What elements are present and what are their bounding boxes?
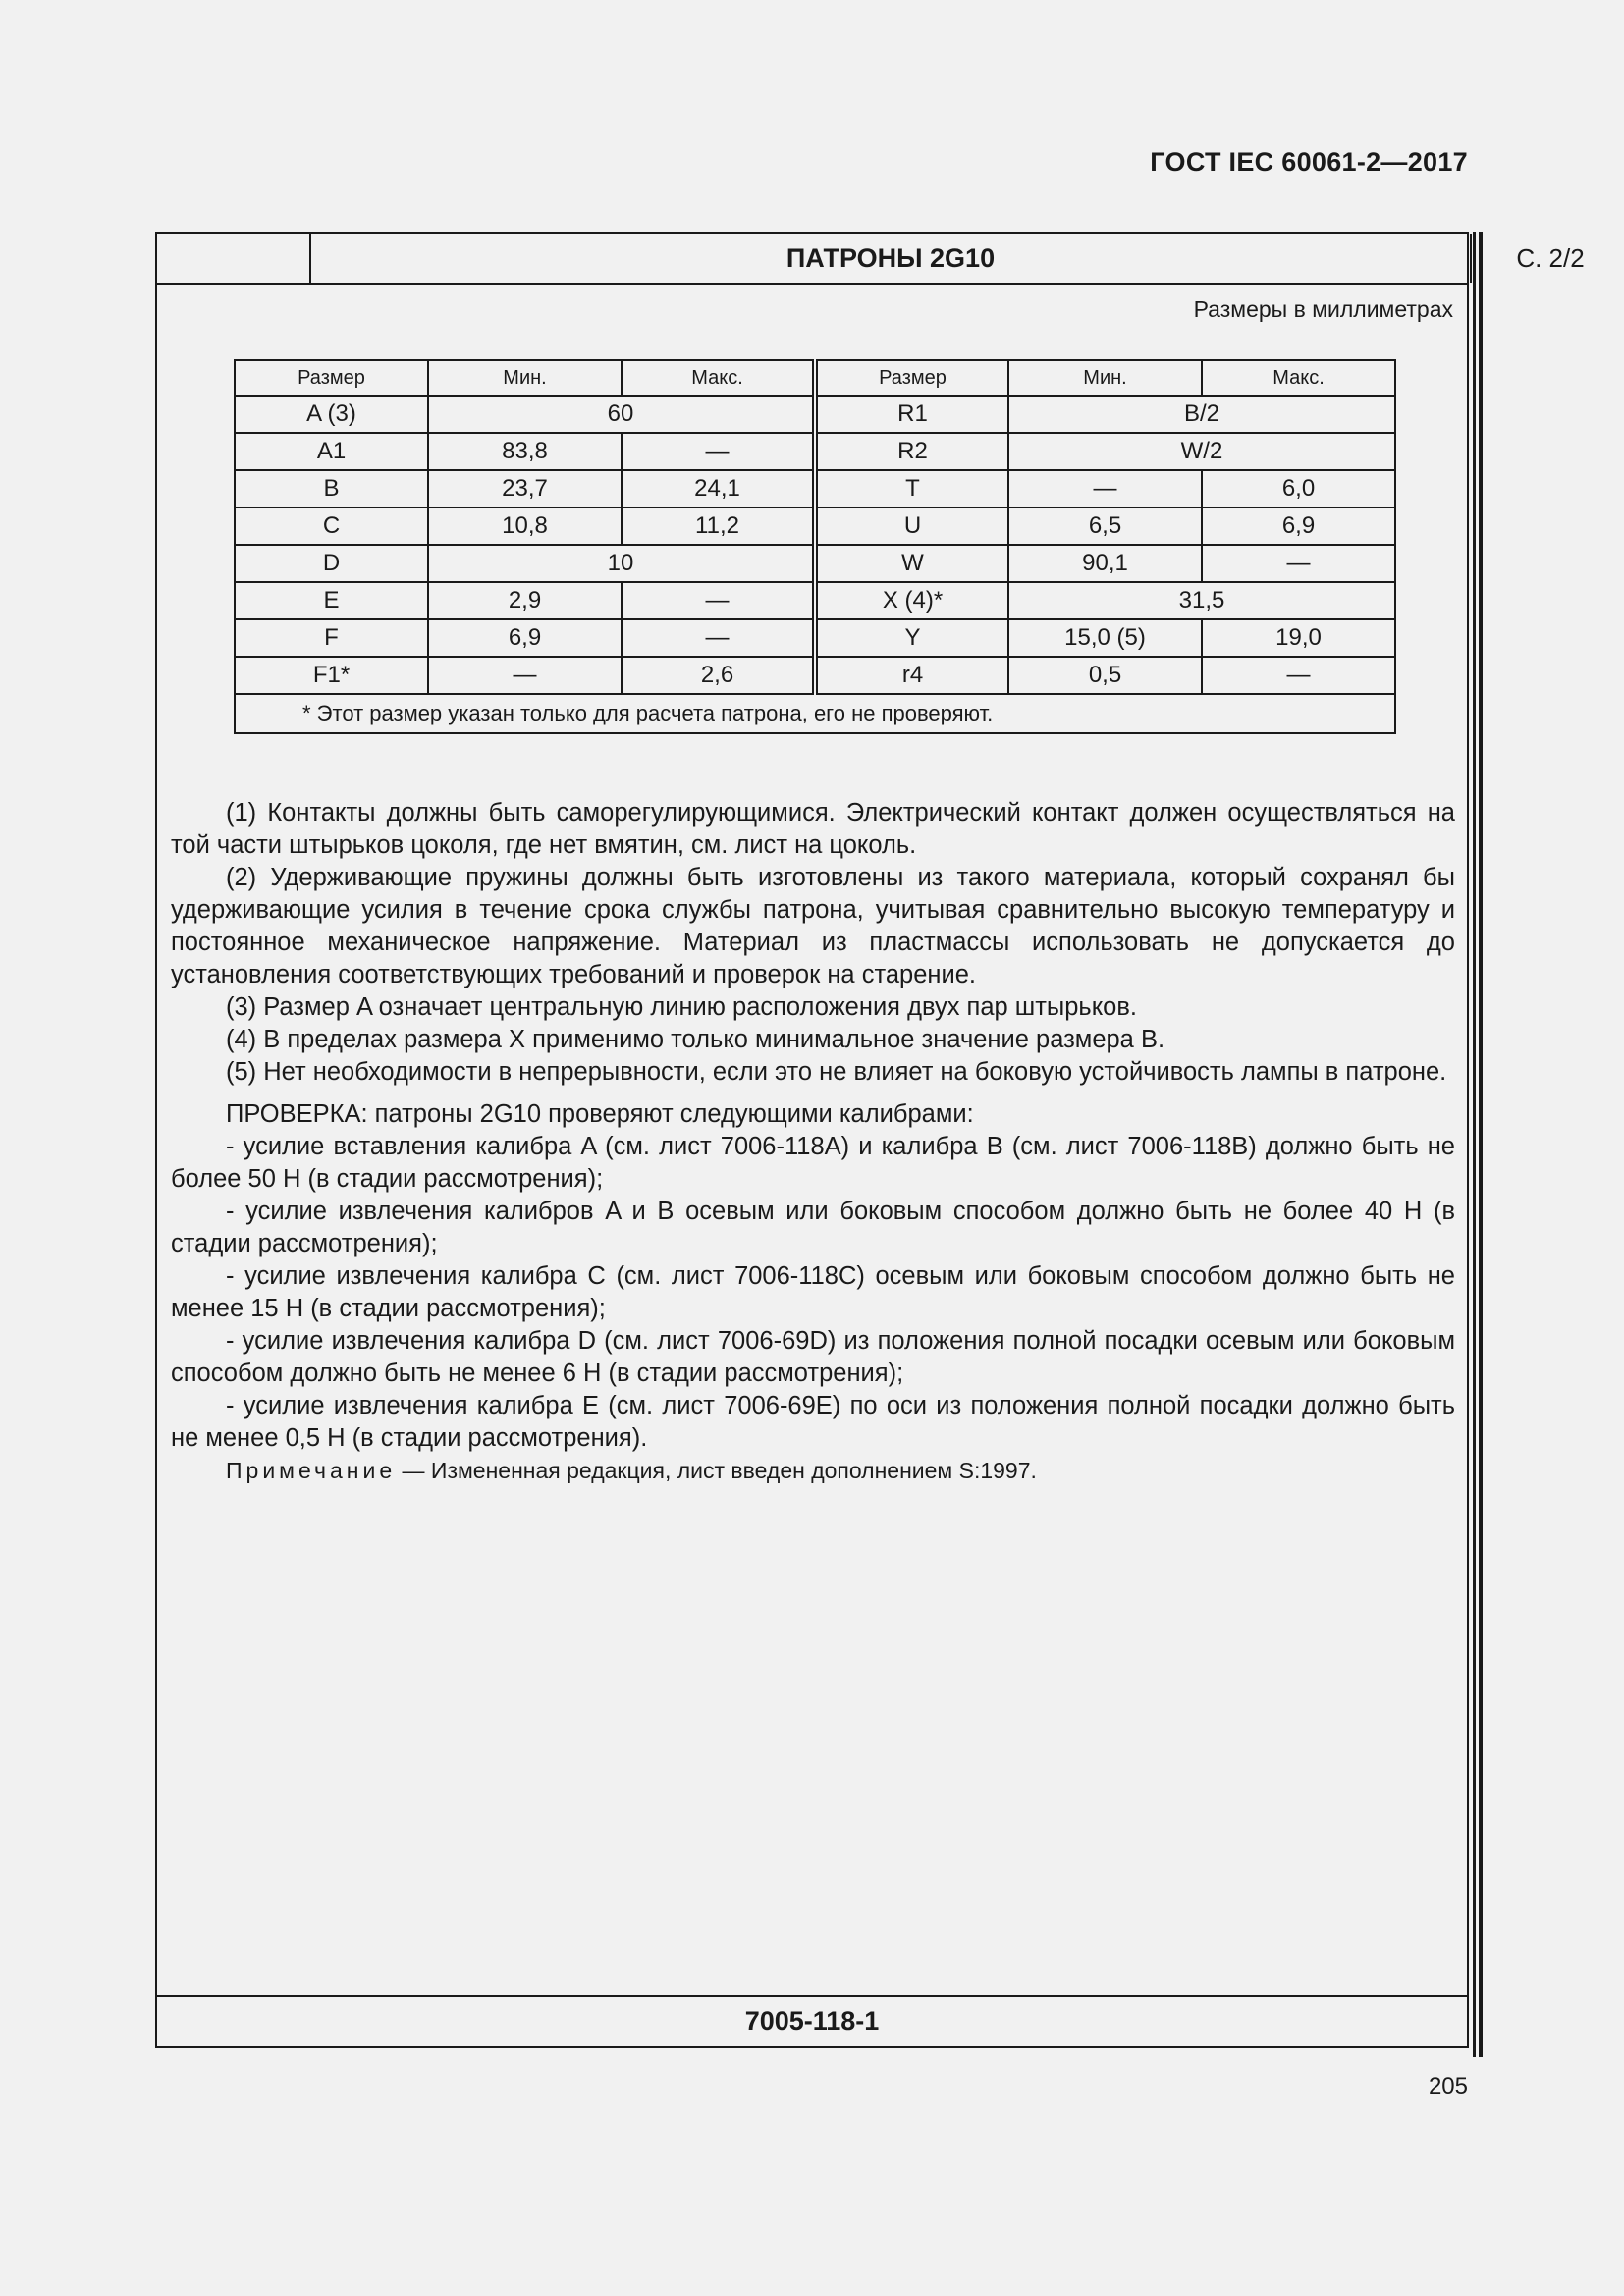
table-row <box>235 619 1395 657</box>
table-cell-min: 15,0 (5) <box>1008 619 1202 657</box>
table-cell-max: — <box>1202 545 1395 582</box>
table-footnote: * Этот размер указан только для расчета патрона, его не проверяют. <box>235 694 1395 733</box>
body-paragraph: (1) Контакты должны быть саморегулирующимися. Электрический контакт должен осуществляться на той части штырьков цоколя, где нет вмятин, см. лист на цоколь. <box>171 799 1455 859</box>
table-cell-min: — <box>428 657 622 694</box>
table-cell-max: — <box>1202 657 1395 694</box>
table-cell-max: 24,1 <box>622 470 815 507</box>
table-header-cell: Размер <box>815 360 1008 396</box>
table-header-cell: Мин. <box>1008 360 1202 396</box>
table-row <box>235 433 1395 470</box>
table-cell-size: R1 <box>815 396 1008 433</box>
frame-border-line <box>1479 232 1483 2057</box>
table-header-cell: Макс. <box>1202 360 1395 396</box>
table-cell-max: 11,2 <box>622 507 815 545</box>
table-row <box>235 582 1395 619</box>
table-cell-size: F <box>235 619 428 657</box>
table-cell-size: R2 <box>815 433 1008 470</box>
body-paragraph: (2) Удерживающие пружины должны быть изготовлены из такого материала, который сохранял бы удерживающие усилия в течение срока службы патрона, учитывая сравнительно высокую температуру и постоянное механическое напряжение. Материал из пластмассы использовать не допускается до установления соответствующих требований и проверок на старение. <box>171 864 1455 988</box>
note-text: Измененная редакция, лист введен дополнением S:1997. <box>430 1458 1037 1483</box>
page-number: 205 <box>1428 2073 1468 2100</box>
check-item: - усилие извлечения калибра D (см. лист 7006-69D) из положения полной посадки осевым или боковым способом должно быть не менее 6 Н (в стадии рассмотрения); <box>171 1327 1455 1387</box>
table-cell-size: U <box>815 507 1008 545</box>
table-row <box>235 396 1395 433</box>
body-text <box>171 797 1455 1487</box>
table-cell-min: 2,9 <box>428 582 622 619</box>
table-cell-size: T <box>815 470 1008 507</box>
note <box>171 1455 1455 1487</box>
sheet-number: 7005-118-1 <box>157 1995 1467 2046</box>
title-row <box>157 234 1585 285</box>
title-left-cell <box>157 234 311 283</box>
table-cell-value: 10 <box>428 545 815 582</box>
body-paragraph: (4) В пределах размера X применимо только минимальное значение размера B. <box>226 1026 1165 1053</box>
table-cell-min: 10,8 <box>428 507 622 545</box>
table-row <box>235 470 1395 507</box>
table-cell-value: B/2 <box>1008 396 1395 433</box>
table-cell-min: 6,5 <box>1008 507 1202 545</box>
sheet-page-ref: С. 2/2 <box>1516 243 1585 273</box>
check-item: - усилие извлечения калибра E (см. лист 7006-69E) по оси из положения полной посадки должно быть не менее 0,5 Н (в стадии рассмотрения). <box>171 1392 1455 1452</box>
table-cell-max: — <box>622 582 815 619</box>
table-cell-size: F1* <box>235 657 428 694</box>
check-item: - усилие вставления калибра A (см. лист 7006-118A) и калибра B (см. лист 7006-118B) должно быть не более 50 Н (в стадии рассмотрения); <box>171 1133 1455 1193</box>
table-cell-size: A1 <box>235 433 428 470</box>
table-cell-size: D <box>235 545 428 582</box>
table-cell-max: 6,0 <box>1202 470 1395 507</box>
frame-border-line <box>1473 232 1476 2057</box>
body-paragraph: (5) Нет необходимости в непрерывности, если это не влияет на боковую устойчивость лампы в патроне. <box>226 1058 1447 1086</box>
check-heading: ПРОВЕРКА: патроны 2G10 проверяют следующими калибрами: <box>226 1100 974 1128</box>
table-footnote-row <box>235 694 1395 733</box>
table-cell-min: — <box>1008 470 1202 507</box>
table-cell-value: W/2 <box>1008 433 1395 470</box>
table-cell-size: A (3) <box>235 396 428 433</box>
table-header-cell: Макс. <box>622 360 815 396</box>
table-cell-size: X (4)* <box>815 582 1008 619</box>
check-item: - усилие извлечения калибра C (см. лист 7006-118C) осевым или боковым способом должно быть не менее 15 Н (в стадии рассмотрения); <box>171 1262 1455 1322</box>
units-caption: Размеры в миллиметрах <box>1193 296 1453 322</box>
dimensions-table <box>234 359 1396 734</box>
body-paragraph: (3) Размер A означает центральную линию расположения двух пар штырьков. <box>226 993 1137 1021</box>
table-cell-min: 90,1 <box>1008 545 1202 582</box>
table-cell-max: — <box>622 433 815 470</box>
check-item: - усилие извлечения калибров A и B осевым или боковым способом должно быть не более 40 Н (в стадии рассмотрения); <box>171 1198 1455 1257</box>
sheet-frame <box>155 232 1585 2048</box>
table-header-cell: Мин. <box>428 360 622 396</box>
table-cell-min: 6,9 <box>428 619 622 657</box>
table-header-cell: Размер <box>235 360 428 396</box>
standard-code: ГОСТ IEC 60061-2—2017 <box>1150 147 1468 177</box>
table-row <box>235 507 1395 545</box>
table-row <box>235 545 1395 582</box>
table-cell-size: W <box>815 545 1008 582</box>
note-label: Примечание <box>226 1458 397 1483</box>
table-cell-size: B <box>235 470 428 507</box>
table-row <box>235 657 1395 694</box>
table-cell-max: — <box>622 619 815 657</box>
table-cell-min: 23,7 <box>428 470 622 507</box>
table-cell-size: E <box>235 582 428 619</box>
table-cell-max: 2,6 <box>622 657 815 694</box>
table-cell-size: C <box>235 507 428 545</box>
note-dash: — <box>402 1458 425 1483</box>
table-cell-value: 31,5 <box>1008 582 1395 619</box>
table-cell-max: 6,9 <box>1202 507 1395 545</box>
table-cell-size: Y <box>815 619 1008 657</box>
table-cell-min: 0,5 <box>1008 657 1202 694</box>
table-cell-min: 83,8 <box>428 433 622 470</box>
table-header-row <box>235 360 1395 396</box>
table-cell-max: 19,0 <box>1202 619 1395 657</box>
table-cell-value: 60 <box>428 396 815 433</box>
sheet-title: ПАТРОНЫ 2G10 <box>311 234 1472 283</box>
table-cell-size: r4 <box>815 657 1008 694</box>
